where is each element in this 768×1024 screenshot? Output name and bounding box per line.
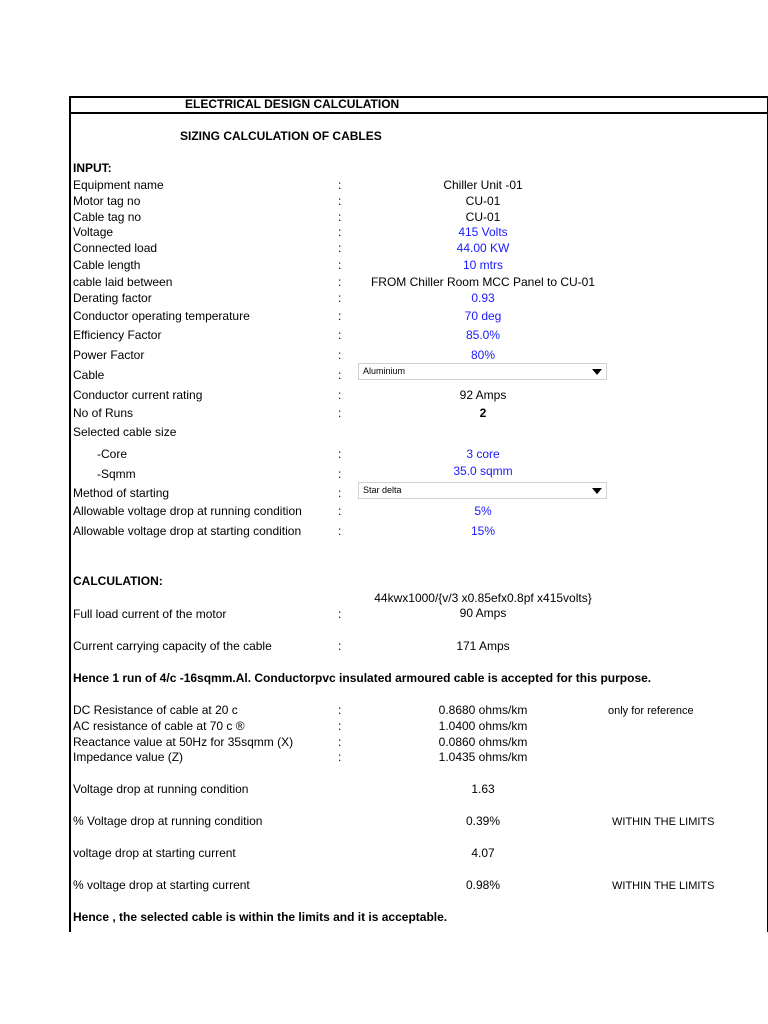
ccc-value: 171 Amps — [456, 639, 510, 653]
reactance-label: Reactance value at 50Hz for 35sqmm (X) — [73, 735, 294, 749]
current-rating-label: Conductor current rating — [73, 388, 203, 402]
vd-running-label: Allowable voltage drop at running condition — [73, 504, 302, 518]
vd-run-label: Voltage drop at running condition — [73, 782, 249, 796]
equipment-name-value: Chiller Unit -01 — [443, 178, 523, 192]
efficiency-value[interactable]: 85.0% — [465, 328, 501, 342]
core-label: -Core — [97, 447, 128, 461]
motor-tag-label: Motor tag no — [73, 194, 141, 208]
cable-laid-label: cable laid between — [73, 275, 173, 289]
section-title: SIZING CALCULATION OF CABLES — [180, 129, 382, 143]
chevron-down-icon[interactable] — [592, 369, 602, 375]
pvd-run-value: 0.39% — [465, 814, 501, 828]
core-value[interactable]: 3 core — [466, 447, 500, 461]
temperature-value[interactable]: 70 deg — [464, 309, 502, 323]
document-title: ELECTRICAL DESIGN CALCULATION — [185, 97, 400, 111]
colon: : — [338, 388, 342, 402]
colon: : — [338, 406, 342, 420]
runs-label: No of Runs — [73, 406, 134, 420]
motor-tag-value: CU-01 — [465, 194, 501, 208]
sqmm-value[interactable]: 35.0 sqmm — [453, 464, 513, 478]
pvd-run-label: % Voltage drop at running condition — [73, 814, 263, 828]
equipment-name-label: Equipment name — [73, 178, 164, 192]
cable-length-label: Cable length — [73, 258, 141, 272]
colon: : — [338, 348, 342, 362]
colon: : — [338, 309, 342, 323]
selected-size-label: Selected cable size — [73, 425, 177, 439]
colon: : — [338, 504, 342, 518]
cable-accepted-statement: Hence 1 run of 4/c -16sqmm.Al. Conductorpvc insulated armoured cable is accepted for this purpose. — [73, 671, 652, 685]
cable-material-selected: Aluminium — [363, 366, 406, 376]
cable-laid-value: FROM Chiller Room MCC Panel to CU-01 — [370, 275, 596, 289]
within-limits-note: WITHIN THE LIMITS — [612, 816, 715, 828]
voltage-label: Voltage — [73, 225, 114, 239]
cable-length-value[interactable]: 10 mtrs — [462, 258, 503, 272]
cable-tag-value: CU-01 — [465, 210, 501, 224]
colon: : — [338, 524, 342, 538]
left-border — [69, 96, 71, 932]
vd-starting-label: Allowable voltage drop at starting condition — [73, 524, 302, 538]
header-divider — [69, 112, 768, 114]
sqmm-label: -Sqmm — [97, 467, 136, 481]
colon: : — [338, 703, 342, 717]
chevron-down-icon[interactable] — [592, 488, 602, 494]
colon: : — [338, 735, 342, 749]
vd-run-value: 1.63 — [471, 782, 495, 796]
impedance-value: 1.0435 ohms/km — [438, 750, 528, 764]
flc-value: 90 Amps — [459, 606, 507, 620]
power-factor-label: Power Factor — [73, 348, 145, 362]
colon: : — [338, 241, 342, 255]
input-heading: INPUT: — [73, 161, 112, 175]
efficiency-label: Efficiency Factor — [73, 328, 162, 342]
starting-method-label: Method of starting — [73, 486, 170, 500]
colon: : — [338, 467, 342, 481]
within-limits-note: WITHIN THE LIMITS — [612, 880, 715, 892]
top-border — [69, 96, 768, 98]
connected-load-value[interactable]: 44.00 KW — [456, 241, 510, 255]
temperature-label: Conductor operating temperature — [73, 309, 250, 323]
colon: : — [338, 225, 342, 239]
colon: : — [338, 750, 342, 764]
colon: : — [338, 178, 342, 192]
colon: : — [338, 486, 342, 500]
conclusion-statement: Hence , the selected cable is within the limits and it is acceptable. — [73, 910, 448, 924]
colon: : — [338, 210, 342, 224]
reactance-value: 0.0860 ohms/km — [438, 735, 528, 749]
flc-label: Full load current of the motor — [73, 607, 227, 621]
current-rating-value: 92 Amps — [459, 388, 507, 402]
vd-start-label: voltage drop at starting current — [73, 846, 236, 860]
vd-start-value: 4.07 — [471, 846, 495, 860]
colon: : — [338, 719, 342, 733]
colon: : — [338, 368, 342, 382]
ccc-label: Current carrying capacity of the cable — [73, 639, 272, 653]
starting-method-selected: Star delta — [363, 485, 402, 495]
colon: : — [338, 194, 342, 208]
cable-label: Cable — [73, 368, 105, 382]
ac-resistance-value: 1.0400 ohms/km — [438, 719, 528, 733]
pvd-start-label: % voltage drop at starting current — [73, 878, 250, 892]
reference-note: only for reference — [608, 705, 694, 717]
cable-material-dropdown[interactable] — [358, 363, 607, 380]
colon: : — [338, 328, 342, 342]
colon: : — [338, 258, 342, 272]
colon: : — [338, 447, 342, 461]
connected-load-label: Connected load — [73, 241, 158, 255]
derating-value[interactable]: 0.93 — [471, 291, 495, 305]
derating-label: Derating factor — [73, 291, 152, 305]
colon: : — [338, 291, 342, 305]
dc-resistance-value: 0.8680 ohms/km — [438, 703, 528, 717]
dc-resistance-label: DC Resistance of cable at 20 c — [73, 703, 238, 717]
impedance-label: Impedance value (Z) — [73, 750, 184, 764]
vd-starting-value[interactable]: 15% — [470, 524, 496, 538]
flc-formula: 44kwx1000/{v/3 x0.85efx0.8pf x415volts} — [374, 591, 592, 605]
vd-running-value[interactable]: 5% — [474, 504, 492, 518]
cable-tag-label: Cable tag no — [73, 210, 142, 224]
colon: : — [338, 275, 342, 289]
starting-method-dropdown[interactable] — [358, 482, 607, 499]
ac-resistance-label: AC resistance of cable at 70 c ® — [73, 719, 245, 733]
voltage-value[interactable]: 415 Volts — [458, 225, 508, 239]
runs-value: 2 — [479, 406, 487, 420]
pvd-start-value: 0.98% — [465, 878, 501, 892]
power-factor-value[interactable]: 80% — [470, 348, 496, 362]
colon: : — [338, 639, 342, 653]
calculation-heading: CALCULATION: — [73, 574, 163, 588]
colon: : — [338, 607, 342, 621]
